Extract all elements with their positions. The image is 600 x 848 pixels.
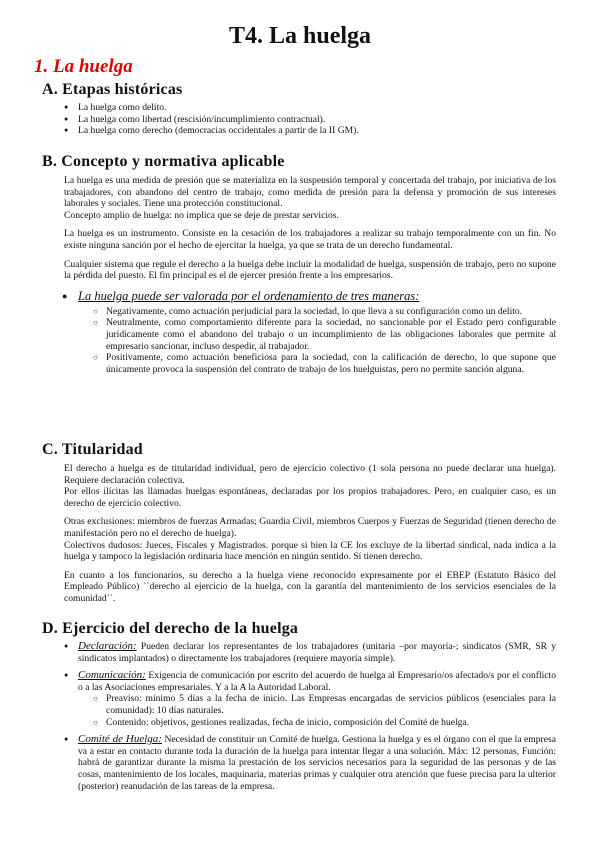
comite-label: Comité de Huelga: <box>78 733 162 746</box>
comunicacion-text: Exigencia de comunicación por escrito del acuerdo de huelga al Empresario/os afectado/s por el conflicto o a las Asociaciones empresariales. Y a la A la Autoridad Laboral. <box>78 670 556 693</box>
section-a <box>42 80 556 137</box>
list-item: ● La huelga como libertad (rescisión/incumplimiento contractual). <box>78 114 556 126</box>
paragraph: Colectivos dudosos: Jueces, Fiscales y Magistrados. porque si bien la CE los excluye de la libertad sindical, nada indica a la huelga y tampoco la legislación ordinaria hace mención en ningún sentido. Sí tienen derecho. <box>64 539 556 563</box>
comunicacion-label: Comunicación: <box>78 669 146 682</box>
comunicacion-sublist <box>78 693 556 728</box>
list-item: ○ Neutralmente, como comportamiento diferente para la sociedad, no sancionable por el Estado pero configurable jurídicamente como el abandono del trabajo o un incumplimiento de las obligaciones laborales que permite al empresario sancionar, incluso despedir, al trabajador. <box>106 317 556 352</box>
list-item: ○ Preaviso: mínimo 5 días a la fecha de inicio. Las Empresas encargadas de servicios públicos (esenciales para la comunidad): 10 días naturales. <box>106 693 556 716</box>
section-a-heading: A. Etapas históricas <box>42 81 183 98</box>
section-c <box>42 440 556 605</box>
declaracion-item <box>78 641 556 664</box>
comunicacion-item <box>78 670 556 728</box>
comite-text: Necesidad de constituir un Comité de huelga. Gestiona la huelga y es el órgano con el que la empresa va a estar en contacto durante toda la duración de la huelga para intentar llegar a una solución. Máx: 12 personas, Función: habrá de garantizar durante la misma la prestación de los servicios necesarios para la seguridad de las personas y de las cosas, mantenimiento de los locales, maquinaria, materias primas y cualquier otra atención que fuese precisa para la ulterior (posterior) reanudación de las tareas de la empresa. <box>78 734 557 792</box>
section-d <box>42 619 556 792</box>
paragraph: Otras exclusiones: miembros de fuerzas Armadas; Guardia Civil, miembros Cuerpos y Fuerzas de Seguridad (tienen derecho de manifestación pero no el derecho de huelga). <box>64 516 556 539</box>
section-d-heading: D. Ejercicio del derecho de la huelga <box>42 620 299 637</box>
paragraph: Concepto amplio de huelga: no implica que se deje de prestar servicios. <box>64 209 339 221</box>
valoracion-sublist <box>78 306 556 376</box>
etapas-list <box>42 102 556 137</box>
declaracion-text: Pueden declarar los representantes de los trabajadores (unitaria –por mayoría-; sindicatos (SMR, SR y sindicatos implantados) o directamente los trabajadores (requiere mayoría simple). <box>78 641 556 664</box>
comite-item <box>78 734 556 792</box>
list-item: ○ Contenido: objetivos, gestiones realizadas, fecha de inicio, composición del Comité de huelga. <box>106 717 556 729</box>
paragraph: Cualquier sistema que regule el derecho a la huelga debe incluir la modalidad de huelga, suspensión de trabajo, pero no supone la pérdida del puesto. El fin principal es el de ejercer presión frente a los empresarios. <box>64 258 556 282</box>
section-b-heading: B. Concepto y normativa aplicable <box>42 153 285 170</box>
list-item: ● La huelga como delito. <box>78 102 556 114</box>
paragraph: La huelga es un instrumento. Consiste en la cesación de los trabajadores a realizar su trabajo temporalmente con un fin. No existe ninguna sanción por el hecho de ejercitar la huelga, ya que se trata de un derecho fundamental. <box>64 228 556 251</box>
valoracion-bullet: ● La huelga puede ser valorada por el ordenamiento de tres maneras: <box>78 289 556 304</box>
list-item: ○ Negativamente, como actuación perjudicial para la sociedad, lo que lleva a su configuración como un delito. <box>106 306 556 318</box>
paragraph: El derecho a huelga es de titularidad individual, pero de ejercicio colectivo (1 sola persona no puede declarar una huelga). Requiere declaración colectiva. <box>64 463 556 486</box>
list-item: ○ Positivamente, como actuación beneficiosa para la sociedad, con la calificación de derecho, lo que supone que únicamente provoca la suspensión del contrato de trabajo de los huelguistas, pero no permite sanción alguna. <box>106 352 556 375</box>
paragraph: Por ellos ilícitas las llamadas huelgas espontáneas, declaradas por los propios trabajadores. Pero, en cualquier caso, es un derecho de ejercicio colectivo. <box>64 486 556 509</box>
section-c-heading: C. Titularidad <box>42 441 143 458</box>
paragraph: La huelga es una medida de presión que se materializa en la suspensión temporal y concertada del trabajo, por iniciativa de los trabajadores, con abandono del centro de trabajo, como medida de presión para la defensa y promoción de sus intereses laborales y sociales. Tiene una protección constitucional. <box>64 175 556 210</box>
section-b <box>42 152 556 375</box>
section-heading-1: 1. La huelga <box>34 56 133 77</box>
paragraph: En cuanto a los funcionarios, su derecho a la huelga viene reconocido expresamente por el EBEP (Estatuto Básico del Empleado Público) ``derecho al ejercicio de la huelga, con la garantía del mantenimiento de los servicios esenciales de la comunidad´´. <box>64 569 556 604</box>
list-item: ● La huelga como derecho (democracias occidentales a partir de la II GM). <box>78 125 556 137</box>
document-title: T4. La huelga <box>228 23 372 49</box>
ejercicio-list <box>42 641 556 792</box>
declaracion-label: Declaración: <box>78 640 137 652</box>
